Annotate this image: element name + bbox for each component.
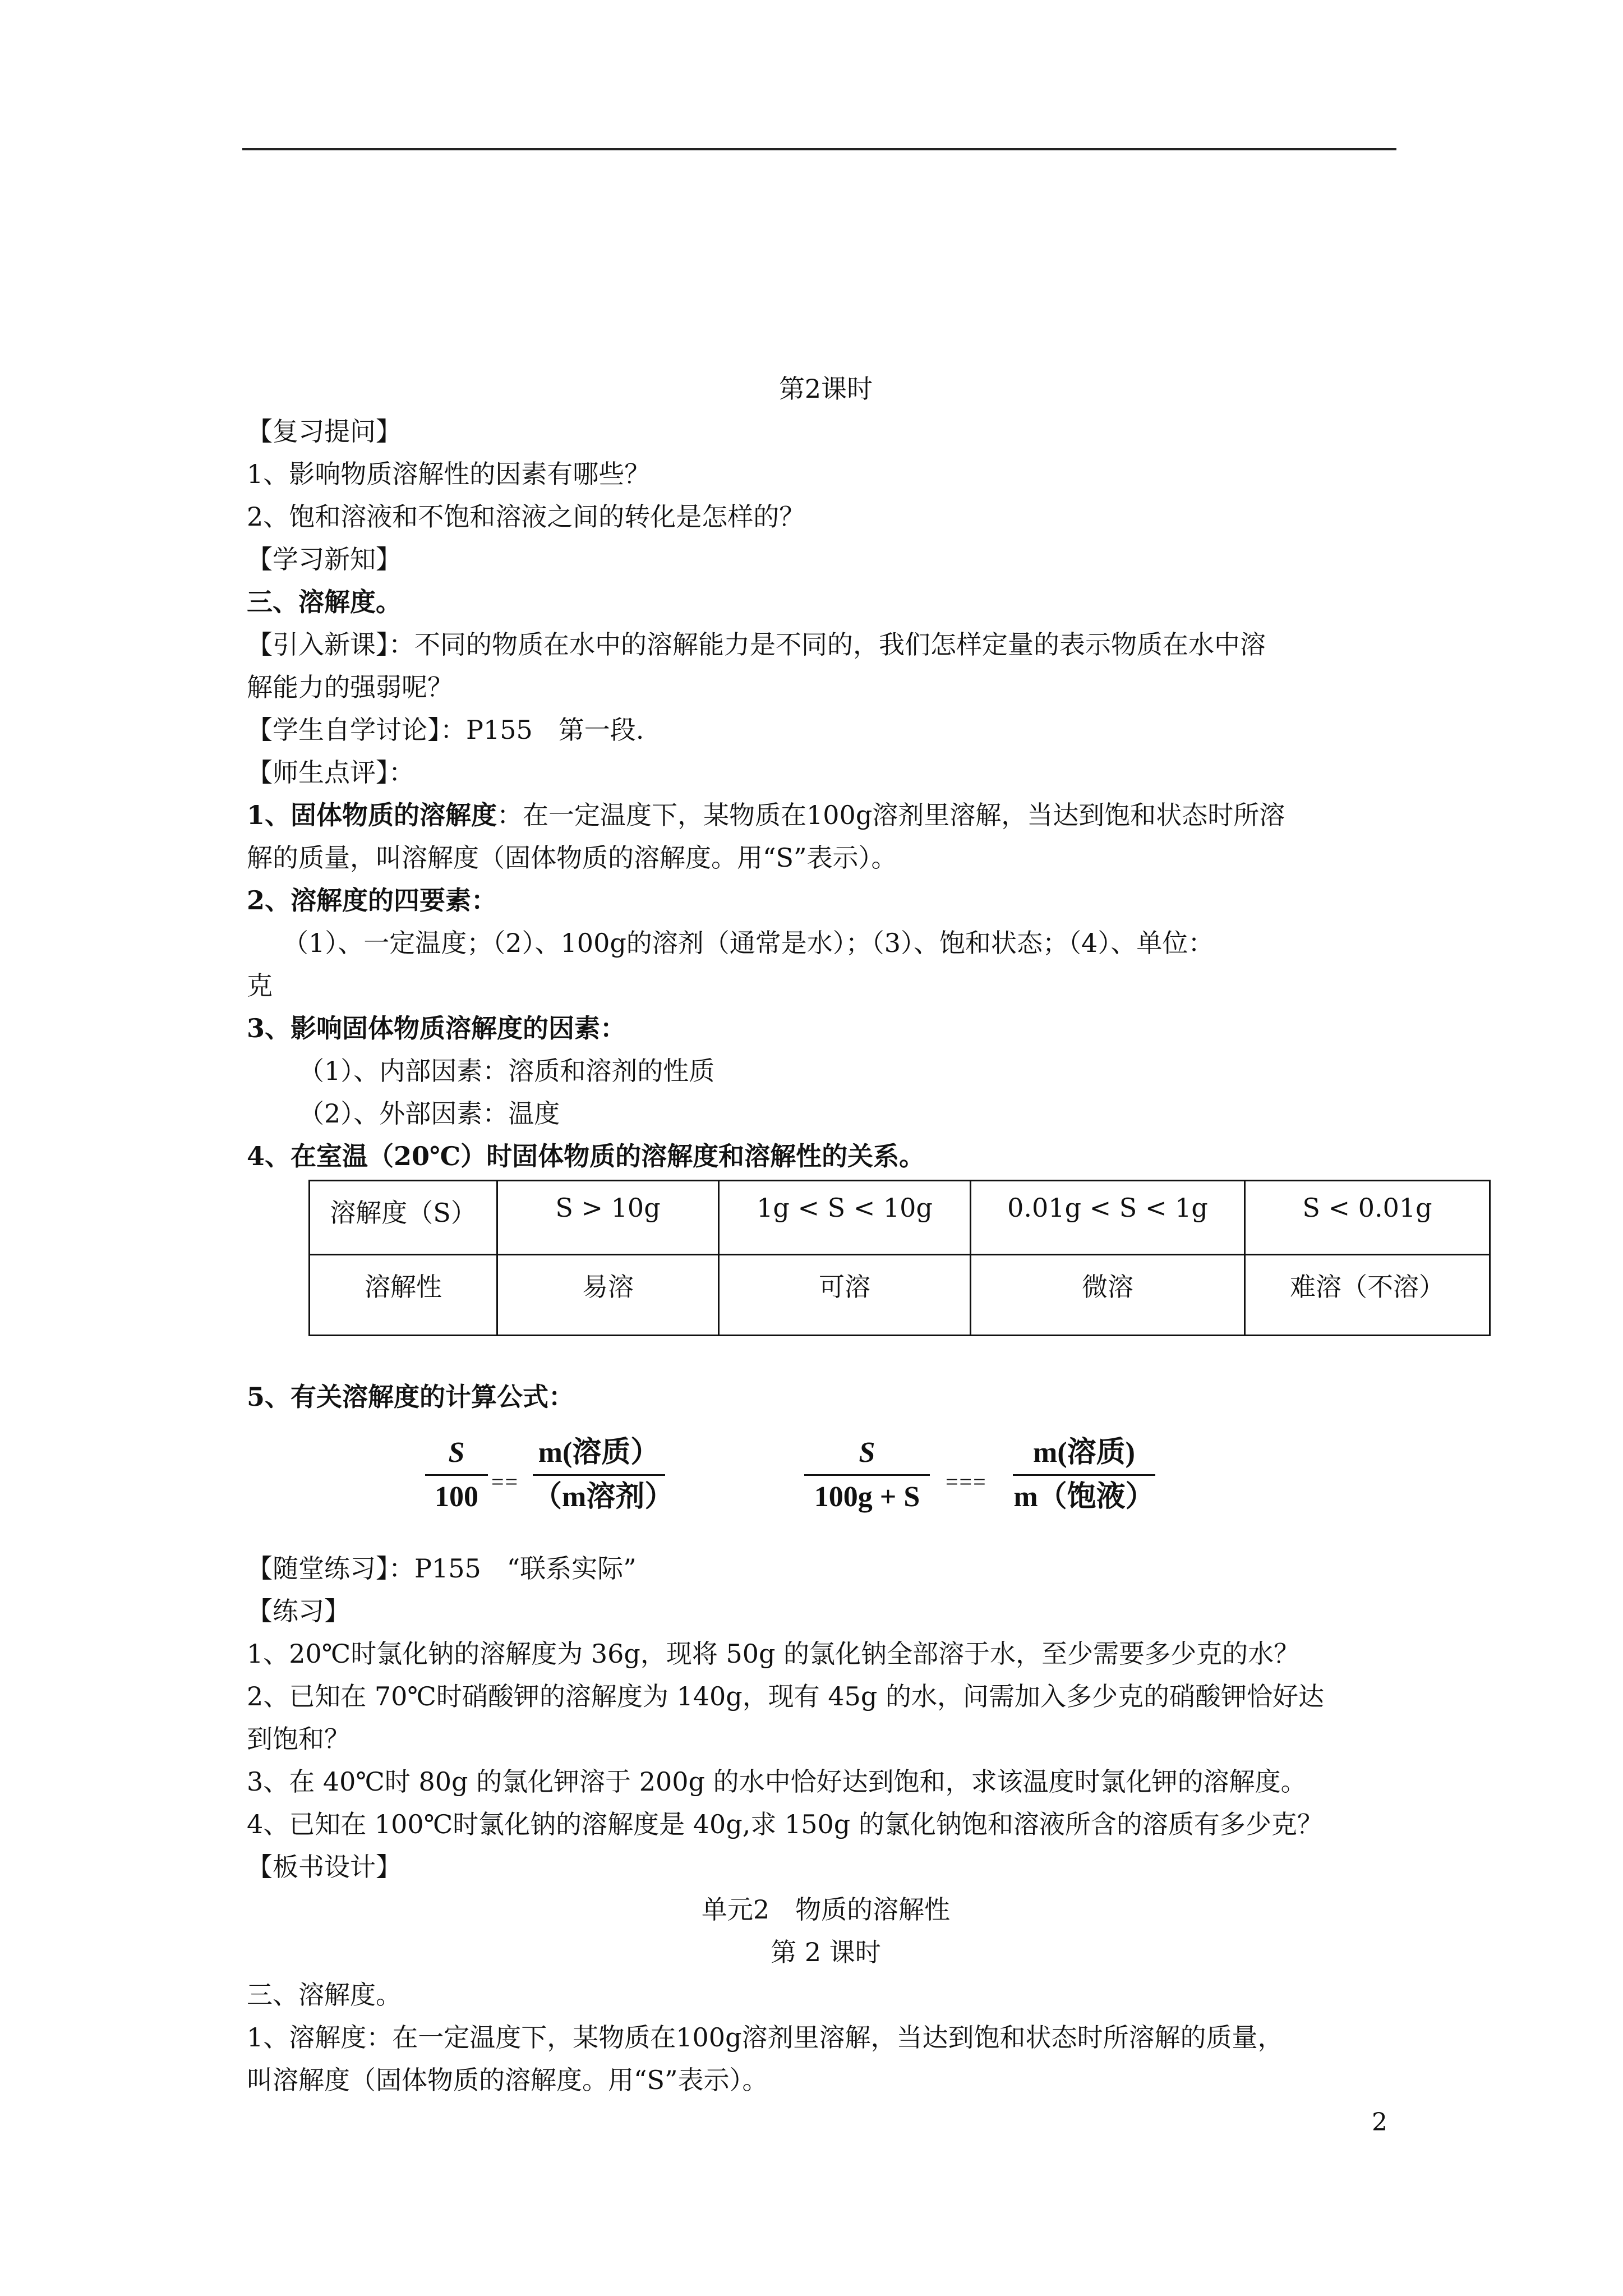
exercise-2-line-2: 到饱和？ — [247, 1724, 350, 1754]
factor-external: （2）、外部因素：温度 — [298, 1098, 560, 1129]
review-question-1: 1、影响物质溶解性的因素有哪些？ — [247, 459, 651, 489]
self-study-line: 【学生自学讨论】：P155 第一段. — [247, 715, 644, 745]
comment-heading: 【师生点评】： — [247, 757, 414, 788]
review-question-2: 2、饱和溶液和不饱和溶液之间的转化是怎样的？ — [247, 501, 805, 532]
formula1-equals: == — [491, 1469, 519, 1494]
table-row — [310, 1181, 1490, 1255]
table-row — [310, 1255, 1490, 1336]
formula-heading: 5、有关溶解度的计算公式： — [247, 1382, 575, 1412]
board-definition-line-2: 叫溶解度（固体物质的溶解度。用“S”表示）。 — [247, 2065, 768, 2095]
table-cell: 溶解性 — [310, 1255, 497, 1336]
table-cell: 难溶（不溶） — [1245, 1255, 1490, 1336]
formula2-right-numerator: m(溶质) — [1033, 1437, 1135, 1469]
table-cell: 1g < S < 10g — [719, 1181, 971, 1255]
four-elements-line-1: （1）、一定温度；（2）、100g的溶剂（通常是水）；（3）、饱和状态；（4）、单位： — [283, 928, 1214, 958]
table-cell: 微溶 — [971, 1255, 1245, 1336]
intro-line-2: 解能力的强弱呢？ — [247, 672, 453, 702]
definition-line-2: 解的质量，叫溶解度（固体物质的溶解度。用“S”表示）。 — [247, 843, 897, 873]
document-body — [247, 367, 1445, 2101]
definition-text: ：在一定温度下，某物质在100g溶剂里溶解，当达到饱和状态时所溶 — [497, 800, 1285, 830]
exercise-4: 4、已知在 100℃时氯化钠的溶解度是 40g,求 150g 的氯化钠饱和溶液所含的溶质有多少克？ — [247, 1809, 1323, 1839]
formula1-right-numerator: m(溶质） — [538, 1437, 660, 1469]
four-elements-heading: 2、溶解度的四要素： — [247, 885, 497, 915]
formula2-left-numerator: S — [859, 1437, 875, 1469]
formula1-left-numerator: S — [448, 1437, 465, 1469]
solubility-table — [308, 1180, 1491, 1336]
intro-line-1: 【引入新课】：不同的物质在水中的溶解能力是不同的，我们怎样定量的表示物质在水中溶 — [247, 629, 1266, 660]
exercise-heading: 【练习】 — [247, 1596, 350, 1626]
board-title: 单元2 物质的溶解性 — [701, 1894, 951, 1925]
in-class-practice: 【随堂练习】：P155 “联系实际” — [247, 1553, 637, 1584]
formula2-equals: === — [946, 1469, 987, 1494]
header-rule — [242, 148, 1396, 150]
exercise-2-line-1: 2、已知在 70℃时硝酸钾的溶解度为 140g，现有 45g 的水，问需加入多少克的硝酸钾恰好达 — [247, 1681, 1324, 1711]
new-knowledge-heading: 【学习新知】 — [247, 544, 402, 574]
page-number: 2 — [1372, 2108, 1387, 2137]
board-definition-line-1: 1、溶解度：在一定温度下，某物质在100g溶剂里溶解，当达到饱和状态时所溶解的质量， — [247, 2022, 1284, 2053]
formula1-right-fraction — [533, 1435, 674, 1515]
exercise-1: 1、20℃时氯化钠的溶解度为 36g，现将 50g 的氯化钠全部溶于水，至少需要多少克的水？ — [247, 1639, 1300, 1669]
formula2-left-fraction — [804, 1435, 930, 1515]
lesson-title: 第2课时 — [778, 374, 873, 404]
formula1-right-denominator: （m溶剂） — [533, 1481, 674, 1513]
table-cell: 0.01g < S < 1g — [971, 1181, 1245, 1255]
board-subtitle: 第 2 课时 — [771, 1937, 881, 1967]
formula1-left-fraction — [425, 1435, 488, 1515]
four-elements-line-2: 克 — [247, 970, 273, 1001]
relation-heading: 4、在室温（20℃）时固体物质的溶解度和溶解性的关系。 — [247, 1141, 925, 1171]
definition-term: 1、固体物质的溶解度 — [247, 800, 497, 830]
definition-line-1 — [247, 794, 1405, 836]
table-cell: 溶解度（S） — [310, 1181, 497, 1255]
formula2-right-denominator: m（饱液） — [1013, 1481, 1155, 1513]
table-cell: 可溶 — [719, 1255, 971, 1336]
formula2-left-denominator: 100g + S — [814, 1481, 920, 1513]
formula-area — [247, 1435, 1405, 1547]
formula1-left-denominator: 100 — [435, 1481, 478, 1513]
topic-heading: 三、溶解度。 — [247, 587, 402, 617]
table-cell: S > 10g — [497, 1181, 719, 1255]
board-topic: 三、溶解度。 — [247, 1980, 402, 2010]
board-design-heading: 【板书设计】 — [247, 1852, 402, 1882]
exercise-3: 3、在 40℃时 80g 的氯化钾溶于 200g 的水中恰好达到饱和，求该温度时氯化钾的溶解度。 — [247, 1766, 1307, 1797]
factor-internal: （1）、内部因素：溶质和溶剂的性质 — [298, 1056, 715, 1086]
review-heading: 【复习提问】 — [247, 416, 402, 447]
table-cell: 易溶 — [497, 1255, 719, 1336]
factors-heading: 3、影响固体物质溶解度的因素： — [247, 1013, 626, 1043]
formula2-right-fraction — [1013, 1435, 1155, 1515]
table-cell: S < 0.01g — [1245, 1181, 1490, 1255]
